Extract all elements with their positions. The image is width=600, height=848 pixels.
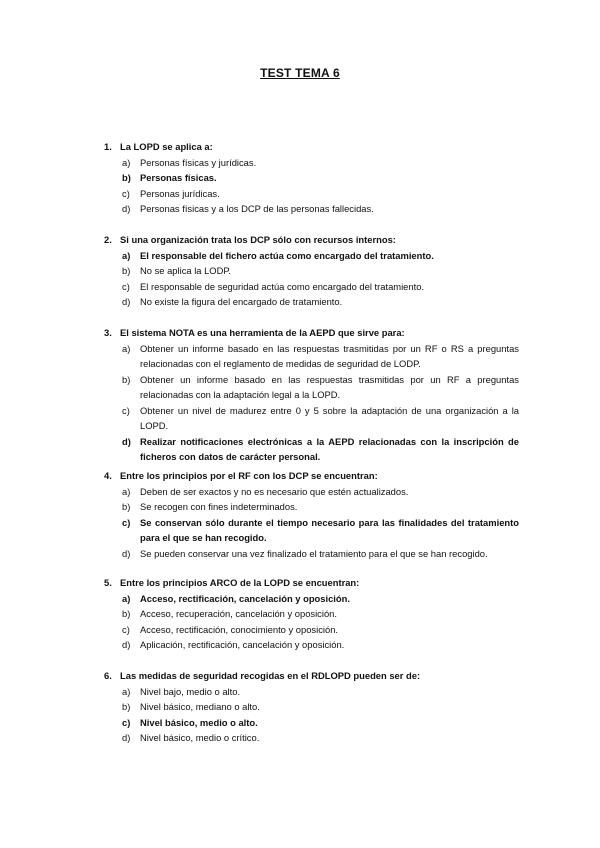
- question-heading: [104, 575, 519, 591]
- answer-option: [104, 606, 519, 622]
- question-heading: [104, 139, 519, 155]
- question-number: 5.: [104, 577, 112, 588]
- question-text: Las medidas de seguridad recogidas en el RDLOPD pueden ser de:: [120, 670, 421, 681]
- option-text: No se aplica la LODP.: [140, 265, 232, 276]
- option-letter: b): [122, 608, 131, 619]
- option-text: Nivel bajo, medio o alto.: [140, 685, 241, 697]
- question-block: [104, 575, 519, 653]
- question-text: Entre los principios por el RF con los DCP se encuentran:: [120, 470, 378, 481]
- option-text: El responsable del fichero actúa como encargado del tratamiento.: [140, 249, 434, 261]
- answer-option: [104, 699, 519, 715]
- option-letter: d): [122, 639, 131, 650]
- question-block: [104, 232, 519, 310]
- option-letter: b): [122, 701, 131, 712]
- answer-option: [104, 434, 519, 465]
- option-letter: b): [122, 172, 131, 183]
- question-text: El sistema NOTA es una herramienta de la AEPD que sirve para:: [120, 327, 405, 338]
- option-letter: c): [122, 516, 131, 528]
- answer-option: [104, 499, 519, 515]
- answer-option: [104, 515, 519, 546]
- page-title: TEST TEMA 6: [260, 66, 340, 80]
- option-letter: d): [122, 203, 131, 214]
- answer-option: [104, 186, 519, 202]
- option-text: Acceso, rectificación, conocimiento y oposición.: [140, 623, 339, 635]
- answer-option: [104, 263, 519, 279]
- option-letter: d): [122, 296, 131, 307]
- option-text: Acceso, rectificación, cancelación y oposición.: [140, 592, 350, 604]
- option-letter: c): [122, 404, 130, 416]
- answer-option: [104, 637, 519, 653]
- question-block: [104, 325, 519, 465]
- option-letter: c): [122, 716, 131, 728]
- question-heading: [104, 468, 519, 484]
- option-text: El responsable de seguridad actúa como encargado del tratamiento.: [140, 280, 425, 292]
- option-text: Realizar notificaciones electrónicas a la AEPD relacionadas con la inscripción de ficheros con datos de carácter personal.: [140, 435, 519, 462]
- question-number: 6.: [104, 670, 112, 681]
- option-letter: a): [122, 685, 131, 697]
- option-text: Se conservan sólo durante el tiempo necesario para las finalidades del tratamiento para el que se han recogido.: [140, 516, 519, 543]
- answer-option: [104, 341, 519, 372]
- option-text: Personas jurídicas.: [140, 187, 220, 199]
- option-text: Nivel básico, mediano o alto.: [140, 701, 260, 712]
- answer-option: [104, 279, 519, 295]
- answer-option: [104, 546, 519, 562]
- option-text: Deben de ser exactos y no es necesario que estén actualizados.: [140, 485, 409, 497]
- answer-option: [104, 730, 519, 746]
- answer-option: [104, 715, 519, 731]
- option-text: Nivel básico, medio o alto.: [140, 716, 258, 728]
- question-number: 2.: [104, 234, 112, 245]
- answer-option: [104, 201, 519, 217]
- option-text: Nivel básico, medio o crítico.: [140, 732, 260, 743]
- option-text: Se pueden conservar una vez finalizado el tratamiento para el que se han recogido.: [140, 547, 488, 559]
- answer-option: [104, 372, 519, 403]
- option-letter: b): [122, 373, 131, 385]
- question-block: [104, 668, 519, 746]
- answer-option: [104, 155, 519, 171]
- option-text: Obtener un informe basado en las respuestas trasmitidas por un RF a preguntas relacionadas con la adaptación legal a la LOPD.: [140, 373, 519, 400]
- option-text: No existe la figura del encargado de tratamiento.: [140, 296, 343, 307]
- option-text: Acceso, recuperación, cancelación y oposición.: [140, 608, 337, 619]
- option-letter: d): [122, 435, 131, 447]
- option-letter: c): [122, 187, 130, 199]
- option-text: Aplicación, rectificación, cancelación y oposición.: [140, 639, 345, 650]
- question-text: Entre los principios ARCO de la LOPD se encuentran:: [120, 577, 360, 588]
- answer-option: [104, 484, 519, 500]
- question-block: [104, 139, 519, 217]
- answer-option: [104, 248, 519, 264]
- question-heading: [104, 668, 519, 684]
- option-text: Obtener un informe basado en las respuestas trasmitidas por un RF o RS a preguntas relacionadas con el reglamento de medidas de seguridad de LODP.: [140, 342, 519, 369]
- answer-option: [104, 684, 519, 700]
- option-letter: d): [122, 732, 131, 743]
- option-letter: b): [122, 265, 131, 276]
- answer-option: [104, 403, 519, 434]
- option-letter: a): [122, 342, 131, 354]
- answer-option: [104, 622, 519, 638]
- answer-option: [104, 170, 519, 186]
- option-letter: c): [122, 280, 130, 292]
- option-letter: a): [122, 592, 131, 604]
- question-heading: [104, 232, 519, 248]
- question-text: Si una organización trata los DCP sólo con recursos internos:: [120, 234, 396, 245]
- question-heading: [104, 325, 519, 341]
- question-number: 3.: [104, 327, 112, 338]
- option-text: Personas físicas y jurídicas.: [140, 156, 257, 168]
- question-number: 4.: [104, 470, 112, 481]
- option-letter: a): [122, 485, 131, 497]
- option-text: Personas físicas.: [140, 172, 217, 183]
- question-text: La LOPD se aplica a:: [120, 141, 213, 152]
- question-number: 1.: [104, 141, 112, 152]
- option-text: Se recogen con fines indeterminados.: [140, 501, 298, 512]
- answer-option: [104, 591, 519, 607]
- option-text: Obtener un nivel de madurez entre 0 y 5 sobre la adaptación de una organización a la LOPD.: [140, 404, 519, 431]
- option-letter: a): [122, 156, 131, 168]
- answer-option: [104, 294, 519, 310]
- question-block: [104, 468, 519, 561]
- option-letter: a): [122, 249, 131, 261]
- option-letter: d): [122, 547, 131, 559]
- option-text: Personas físicas y a los DCP de las personas fallecidas.: [140, 203, 374, 214]
- option-letter: c): [122, 623, 130, 635]
- option-letter: b): [122, 501, 131, 512]
